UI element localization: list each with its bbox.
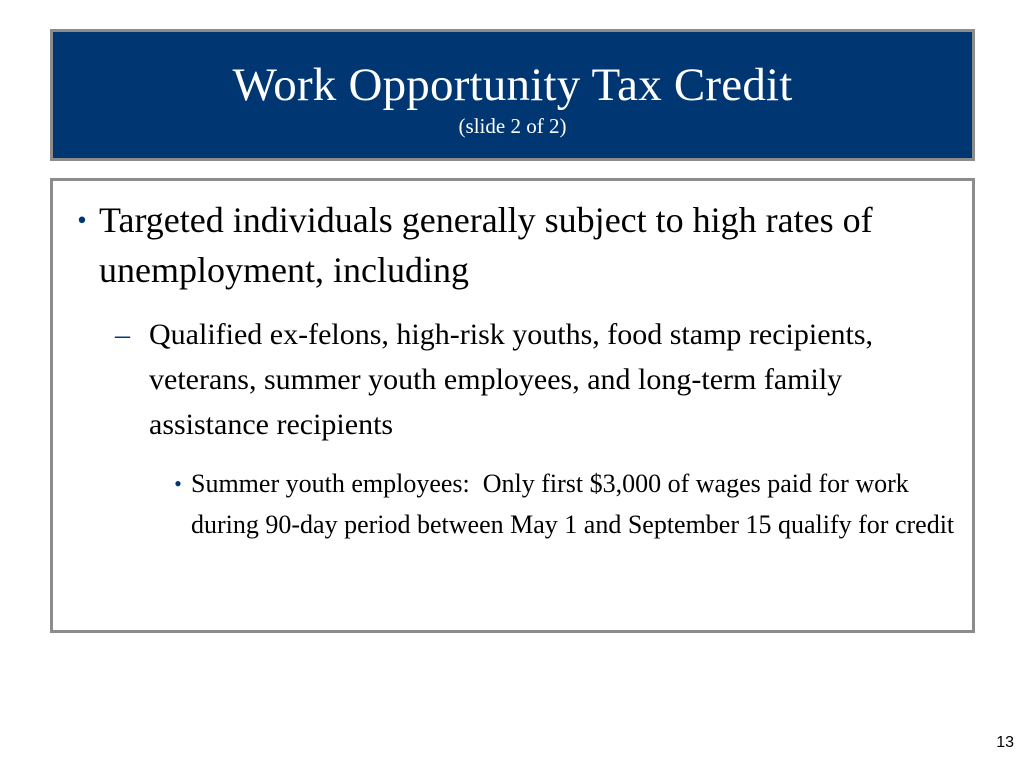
bullet-icon: • <box>174 471 182 496</box>
slide-title: Work Opportunity Tax Credit <box>232 59 793 111</box>
title-box <box>50 29 975 161</box>
bullet-text-level-3: Summer youth employees: Only first $3,000 of wages paid for work during 90-day period between May 1 and September 15 qualify for credit <box>191 469 955 539</box>
bullet-text-level-2: Qualified ex-felons, high-risk youths, food stamp recipients, veterans, summer youth employees, and long-term family assistance recipients <box>149 318 874 441</box>
bullet-level-2 <box>115 312 965 447</box>
bullet-level-3 <box>165 463 955 545</box>
slide-subtitle: (slide 2 of 2) <box>458 114 567 138</box>
page-number: 13 <box>996 734 1014 751</box>
dash-bullet-icon: – <box>115 318 130 351</box>
bullet-text-level-1: Targeted individuals generally subject to high rates of unemployment, including <box>99 200 873 290</box>
content-box <box>50 178 975 633</box>
bullet-icon: • <box>77 205 87 235</box>
bullet-level-1 <box>65 195 955 295</box>
